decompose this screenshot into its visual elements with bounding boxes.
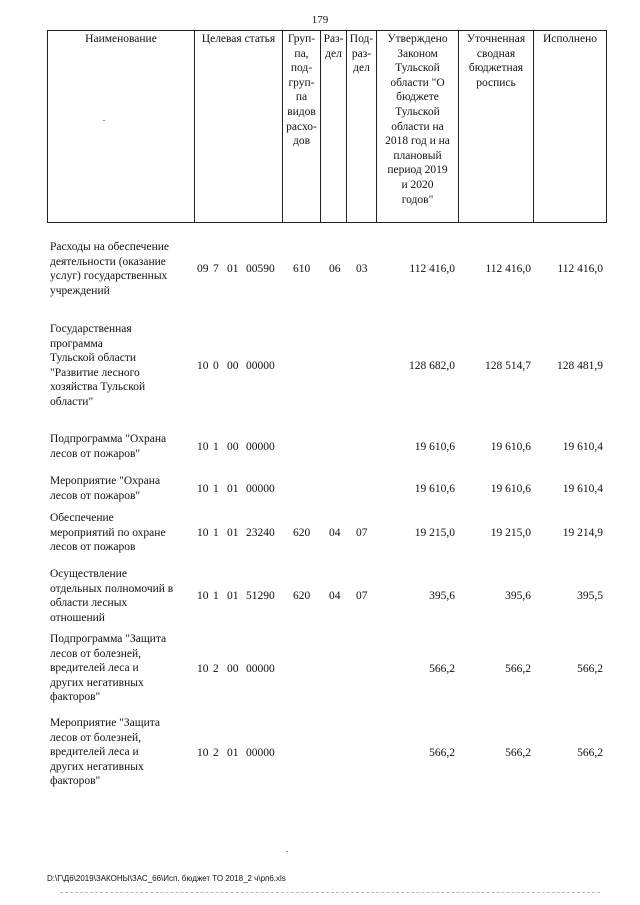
target-code-part: 2 bbox=[213, 747, 219, 759]
target-code-part: 10 bbox=[197, 441, 209, 453]
target-code-part: 23240 bbox=[246, 527, 275, 539]
table-row bbox=[47, 567, 607, 625]
row-name: Государственная программа Тульской области "Развитие лесного хозяйства Тульской области" bbox=[50, 323, 146, 408]
header-executed: Исполнено bbox=[542, 33, 598, 45]
row-executed: 566,2 bbox=[577, 747, 603, 759]
page-number: 179 bbox=[311, 14, 329, 26]
target-code-part: 00590 bbox=[246, 263, 275, 275]
row-approved: 128 682,0 bbox=[409, 360, 455, 372]
row-executed: 128 481,9 bbox=[557, 360, 603, 372]
target-code-part: 10 bbox=[197, 747, 209, 759]
row-executed: 19 610,4 bbox=[562, 483, 603, 495]
target-code-part: 10 bbox=[197, 360, 209, 372]
target-code-part: 00000 bbox=[246, 747, 275, 759]
row-name: Подпрограмма "Охрана лесов от пожаров" bbox=[50, 433, 167, 460]
target-code-part: 1 bbox=[213, 483, 219, 495]
row-executed: 19 214,9 bbox=[562, 527, 603, 539]
row-subsection: 07 bbox=[356, 527, 368, 539]
target-code-part: 1 bbox=[213, 590, 219, 602]
header-revised: Уточненная сводная бюджетная роспись bbox=[459, 31, 534, 222]
row-approved: 395,6 bbox=[429, 590, 455, 602]
header-approved: Утверждено Законом Тульской области "О бюджете Тульской области на 2018 год и на плановый период 2019 и 2020 годов" bbox=[377, 31, 459, 222]
row-revised: 19 610,6 bbox=[490, 483, 531, 495]
target-code-part: 10 bbox=[197, 483, 209, 495]
table-row bbox=[47, 632, 607, 705]
footer-file-path: D:\Г\Д6\2019\ЗАКОНЫ\ЗАС_66\Исп. бюджет ТО 2018_2 ч\рп6.xls bbox=[47, 874, 286, 883]
row-name: Подпрограмма "Защита лесов от болезней, вредителей леса и других негативных факторов" bbox=[50, 633, 167, 704]
target-code-part: 09 bbox=[197, 263, 209, 275]
row-section: 04 bbox=[329, 590, 341, 602]
row-approved: 19 610,6 bbox=[414, 441, 455, 453]
table-row bbox=[47, 322, 607, 409]
target-code-part: 00000 bbox=[246, 441, 275, 453]
row-approved: 112 416,0 bbox=[409, 263, 455, 275]
table-row bbox=[47, 432, 607, 461]
target-code-part: 01 bbox=[227, 590, 239, 602]
target-code-part: 00000 bbox=[246, 663, 275, 675]
row-revised: 566,2 bbox=[505, 747, 531, 759]
header-name: Наименование bbox=[48, 31, 195, 222]
row-revised: 395,6 bbox=[505, 590, 531, 602]
row-approved: 19 610,6 bbox=[414, 483, 455, 495]
row-revised: 19 215,0 bbox=[490, 527, 531, 539]
target-code-part: 51290 bbox=[246, 590, 275, 602]
row-section: 04 bbox=[329, 527, 341, 539]
target-code-part: 10 bbox=[197, 663, 209, 675]
row-executed: 19 610,4 bbox=[562, 441, 603, 453]
row-executed: 395,5 bbox=[577, 590, 603, 602]
target-code-part: 00000 bbox=[246, 360, 275, 372]
target-code-part: 2 bbox=[213, 663, 219, 675]
row-revised: 128 514,7 bbox=[485, 360, 531, 372]
target-code-part: 00 bbox=[227, 441, 239, 453]
row-approved: 566,2 bbox=[429, 747, 455, 759]
target-code-part: 01 bbox=[227, 483, 239, 495]
target-code-part: 7 bbox=[213, 263, 219, 275]
table-row bbox=[47, 716, 607, 789]
header-section: Раз- дел bbox=[321, 31, 347, 222]
row-approved: 566,2 bbox=[429, 663, 455, 675]
target-code-part: 10 bbox=[197, 527, 209, 539]
row-group: 620 bbox=[293, 527, 311, 539]
row-executed: 112 416,0 bbox=[557, 263, 603, 275]
table-header bbox=[47, 30, 607, 223]
header-subsection: Под- раз- дел bbox=[347, 31, 377, 222]
target-code-part: 00 bbox=[227, 663, 239, 675]
target-code-part: 01 bbox=[227, 747, 239, 759]
target-code-part: 0 bbox=[213, 360, 219, 372]
row-revised: 112 416,0 bbox=[485, 263, 531, 275]
target-code-part: 10 bbox=[197, 590, 209, 602]
target-code-part: 01 bbox=[227, 527, 239, 539]
header-group: Груп- па, под- груп- па видов расхо- дов bbox=[283, 31, 321, 222]
row-executed: 566,2 bbox=[577, 663, 603, 675]
scan-speck bbox=[286, 851, 288, 852]
row-group: 610 bbox=[293, 263, 311, 275]
table-row bbox=[47, 240, 607, 298]
row-subsection: 03 bbox=[356, 263, 368, 275]
row-name: Обеспечение мероприятий по охране лесов от пожаров bbox=[50, 512, 166, 554]
row-subsection: 07 bbox=[356, 590, 368, 602]
footer-divider bbox=[60, 892, 600, 893]
table-row bbox=[47, 511, 607, 555]
row-revised: 566,2 bbox=[505, 663, 531, 675]
row-section: 06 bbox=[329, 263, 341, 275]
target-code-part: 00 bbox=[227, 360, 239, 372]
row-group: 620 bbox=[293, 590, 311, 602]
header-target: Целевая статья bbox=[195, 31, 283, 222]
target-code-part: 00000 bbox=[246, 483, 275, 495]
target-code-part: 1 bbox=[213, 527, 219, 539]
scan-speck bbox=[103, 120, 105, 121]
row-name: Осуществление отдельных полномочий в области лесных отношений bbox=[50, 568, 174, 624]
row-name: Мероприятие "Защита лесов от болезней, вредителей леса и других негативных факторов" bbox=[50, 717, 161, 788]
target-code-part: 01 bbox=[227, 263, 239, 275]
row-name: Мероприятие "Охрана лесов от пожаров" bbox=[50, 475, 161, 502]
row-approved: 19 215,0 bbox=[414, 527, 455, 539]
table-row bbox=[47, 474, 607, 503]
row-revised: 19 610,6 bbox=[490, 441, 531, 453]
target-code-part: 1 bbox=[213, 441, 219, 453]
row-name: Расходы на обеспечение деятельности (оказание услуг) государственных учреждений bbox=[50, 241, 169, 297]
